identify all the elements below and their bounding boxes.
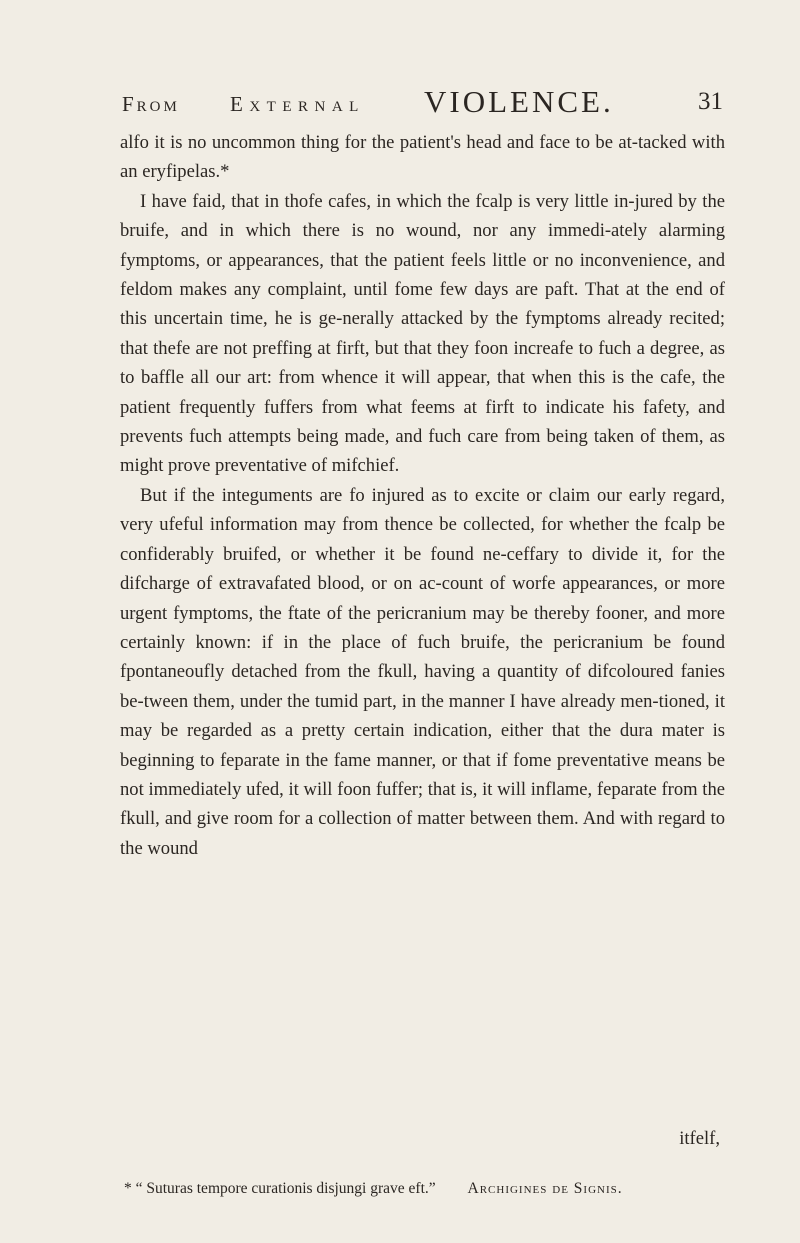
- paragraph: But if the integuments are fo injured as to excite or claim our early regard, very ufeful information may from thence be collected, for whether the fcalp be confiderably bruifed, or whether it be found ne-ceffary to divide it, for the difcharge of extravafated blood, or on ac-count of worfe appearances, or more urgent fymptoms, the ftate of the pericranium may be thereby fooner, and more certainly known: if in the place of fuch bruife, the pericranium be found fpontaneoufly detached from the fkull, having a quantity of difcoloured fanies be-tween them, under the tumid part, in the manner I have already men-tioned, it may be regarded as a pretty certain indication, either that the dura mater is beginning to feparate in the fame manner, or that if fome preventative means be not immediately ufed, it will foon fuffer; that is, it will inflame, feparate from the fkull, and give room for a collection of matter between them. And with regard to the wound: [120, 484, 725, 859]
- footnote-source: Archigines de Signis.: [467, 1180, 623, 1197]
- footnote: [124, 1180, 729, 1198]
- running-head: [122, 84, 722, 124]
- paragraph-continuation: alfo it is no uncommon thing for the patient's head and face to be at-tacked with an eryfipelas.*: [120, 132, 725, 183]
- body-text: [120, 128, 725, 863]
- running-head-from: From: [122, 92, 180, 116]
- page-number: 31: [698, 88, 723, 115]
- running-head-violence: VIOLENCE.: [424, 84, 614, 119]
- paragraph: I have faid, that in thofe cafes, in which the fcalp is very little in-jured by the bruife, and in which there is no wound, nor any immedi-ately alarming fymptoms, or appearances, that the patient feels little or no inconvenience, and feldom makes any complaint, until fome few days are paft. That at the end of this uncertain time, he is ge-nerally attacked by the fymptoms already recited; that thefe are not preffing at firft, but that they foon increafe to fuch a degree, as to baffle all our art: from whence it will appear, that when this is the cafe, the patient frequently fuffers from what feems at firft to indicate his fafety, and prevents fuch attempts being made, and fuch care from being taken of them, as might prove preventative of mifchief.: [120, 190, 725, 477]
- running-head-external: External: [230, 92, 365, 116]
- footnote-text: * “ Suturas tempore curationis disjungi grave eft.”: [124, 1180, 436, 1197]
- catchword: itfelf,: [679, 1128, 720, 1149]
